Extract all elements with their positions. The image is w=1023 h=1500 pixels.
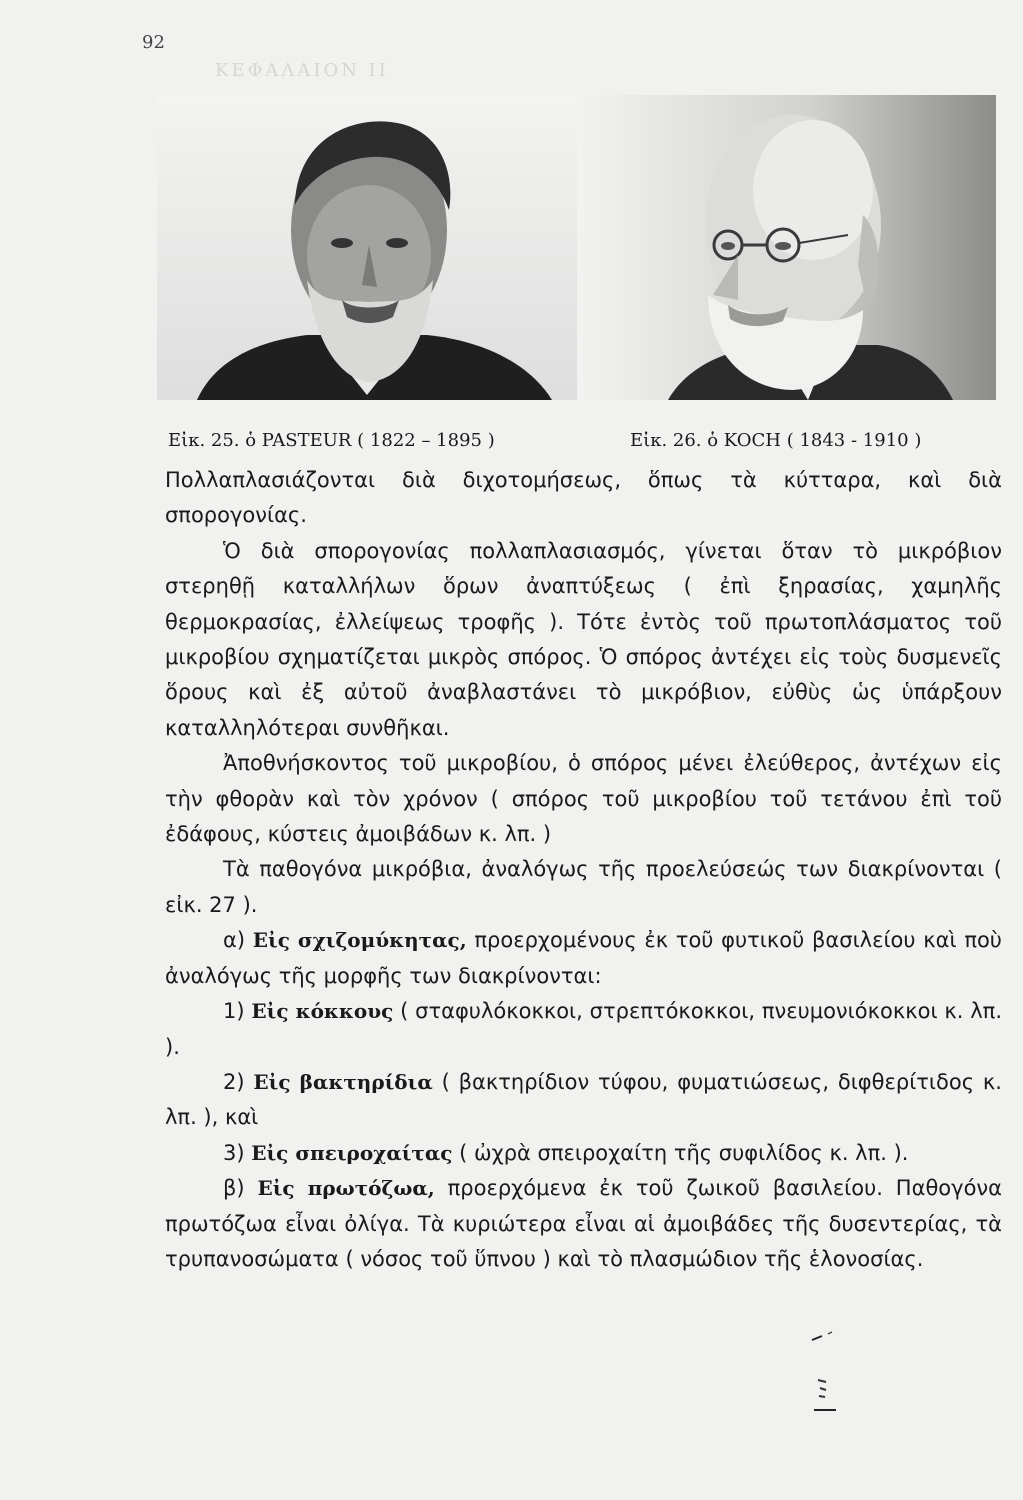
bold-term: Εἰς σχιζομύκητας, — [252, 928, 467, 953]
bold-term: Εἰς κόκκους — [251, 999, 394, 1024]
list-marker: 1) — [223, 999, 245, 1024]
list-item-3 — [165, 1136, 1002, 1171]
list-text: ( σταφυλόκοκκοι, στρεπτόκοκκοι, πνευμονιόκοκκοι κ. λπ. ). — [165, 999, 1002, 1059]
list-item-1 — [165, 994, 1002, 1065]
list-item-2 — [165, 1065, 1002, 1136]
main-text — [165, 463, 1002, 1277]
list-item-b — [165, 1171, 1002, 1277]
koch-portrait — [578, 95, 996, 400]
paragraph: Ὁ διὰ σπορογονίας πολλαπλασιασμός, γίνεται ὅταν τὸ μικρόβιον στερηθῇ καταλλήλων ὅρων ἀναπτύξεως ( ἐπὶ ξηρασίας, χαμηλῆς θερμοκρασίας, ἐλλείψεως τροφῆς ). Τότε ἐντὸς τοῦ πρωτοπλάσματος τοῦ μικροβίου σχηματίζεται μικρὸς σπόρος. Ὁ σπόρος ἀντέχει εἰς τοὺς δυσμενεῖς ὅρους καὶ ἐξ αὐτοῦ ἀναβλαστάνει τὸ μικρόβιον, εὐθὺς ὡς ὑπάρξουν καταλληλότεραι συνθῆκαι. — [165, 538, 1002, 740]
bold-term: Εἰς πρωτόζωα, — [257, 1176, 435, 1201]
figure-26-caption: Εἰκ. 26. ὁ KOCH ( 1843 - 1910 ) — [630, 430, 922, 451]
list-text: ( ὠχρὰ σπειροχαίτη τῆς συφιλίδος κ. λπ. ). — [459, 1140, 909, 1165]
list-marker: α) — [223, 928, 246, 953]
list-marker: 3) — [223, 1140, 245, 1165]
scan-artifact-marks — [810, 1330, 850, 1430]
paragraph: Ἀποθνήσκοντος τοῦ μικροβίου, ὁ σπόρος μένει ἐλεύθερος, ἀντέχων εἰς τὴν φθορὰν καὶ τὸν χρόνον ( σπόρος τοῦ μικροβίου τοῦ τετάνου ἐπὶ τοῦ ἐδάφους, κύστεις ἀμοιβάδων κ. λπ. ) — [165, 751, 1002, 847]
list-text: ( βακτηρίδιον τύφου, φυματιώσεως, διφθερίτιδος κ. λπ. ), καὶ — [165, 1069, 1002, 1130]
list-item-a — [165, 923, 1002, 994]
list-marker: β) — [223, 1176, 245, 1201]
pasteur-portrait — [157, 95, 577, 400]
figure-25-caption: Εἰκ. 25. ὁ PASTEUR ( 1822 – 1895 ) — [168, 430, 495, 451]
bold-term: Εἰς σπειροχαίτας — [251, 1140, 453, 1165]
list-text: προερχόμενα ἐκ τοῦ ζωικοῦ βασιλείου. Παθογόνα πρωτόζωα εἶναι ὀλίγα. Τὰ κυριώτερα εἶναι αἱ ἀμοιβάδες τῆς δυσεντερίας, τὰ τρυπανοσώματα ( νόσος τοῦ ὕπνου ) καὶ τὸ πλασμώδιον τῆς ἑλονοσίας. — [165, 1176, 1002, 1271]
list-text: προερχομένους ἐκ τοῦ φυτικοῦ βασιλείου καὶ ποὺ ἀναλόγως τῆς μορφῆς των διακρίνονται: — [165, 928, 1002, 988]
bleed-through-heading: ΚΕΦΑΛΑΙΟΝ II — [215, 60, 389, 81]
paragraph: Τὰ παθογόνα μικρόβια, ἀναλόγως τῆς προελεύσεώς των διακρίνονται ( εἰκ. 27 ). — [165, 857, 1002, 917]
bold-term: Εἰς βακτηρίδια — [253, 1069, 433, 1094]
list-marker: 2) — [223, 1069, 245, 1094]
page-number: 92 — [142, 32, 165, 53]
paragraph: Πολλαπλασιάζονται διὰ διχοτομήσεως, ὅπως τὰ κύτταρα, καὶ διὰ σπορογονίας. — [165, 468, 1002, 528]
